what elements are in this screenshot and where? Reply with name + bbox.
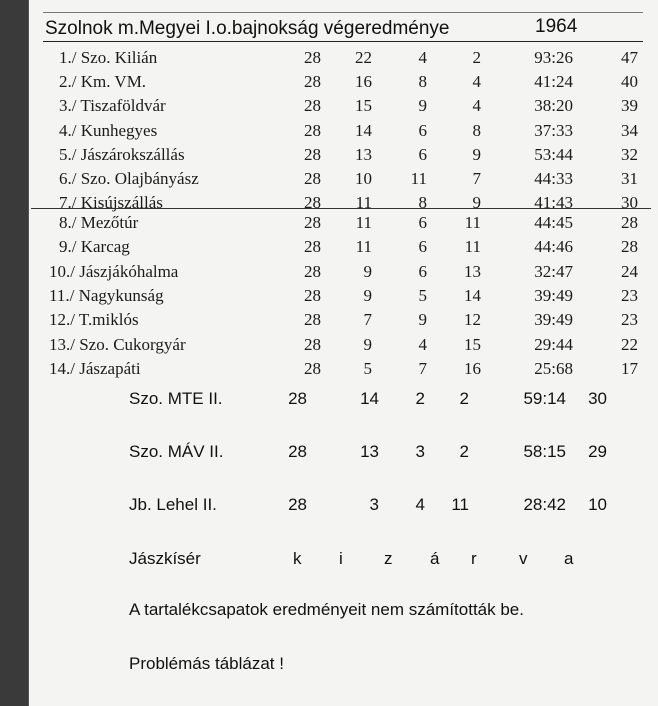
table-row — [29, 95, 658, 117]
page-title: Szolnok m.Megyei I.o.bajnokság végeredménye — [45, 18, 450, 39]
team-name: 3./ Tiszaföldvár — [59, 96, 166, 116]
cell-pts: 29 — [588, 442, 607, 461]
reserve-team-name: Jb. Lehel II. — [129, 495, 217, 514]
excluded-letter: v — [519, 549, 528, 568]
cell-pts: 28 — [621, 213, 638, 232]
cell-w: 13 — [355, 144, 372, 164]
cell-p: 28 — [288, 442, 307, 461]
team-name: 8./ Mezőtúr — [59, 213, 139, 232]
cell-goals: 38:20 — [534, 96, 573, 116]
cell-l: 2 — [472, 48, 481, 67]
cell-goals: 59:14 — [523, 389, 566, 408]
table-row — [29, 212, 658, 234]
cell-goals: 41:24 — [534, 72, 573, 92]
cell-pts: 40 — [621, 72, 638, 92]
cell-l: 11 — [451, 495, 469, 514]
table-row — [29, 47, 658, 69]
cell-pts: 28 — [621, 237, 638, 257]
excluded-letter: z — [384, 549, 393, 568]
cell-pts: 23 — [621, 310, 638, 330]
team-name: 10./ Jászjákóhalma — [49, 261, 179, 281]
cell-p: 28 — [304, 144, 321, 164]
cell-pts: 31 — [621, 169, 638, 188]
excluded-letter: a — [564, 549, 574, 568]
cell-w: 11 — [355, 237, 372, 257]
cell-pts: 34 — [621, 120, 638, 140]
cell-w: 22 — [355, 48, 372, 67]
cell-pts: 47 — [621, 48, 638, 67]
cell-d: 8 — [418, 72, 427, 92]
cell-p: 28 — [304, 120, 321, 140]
cell-l: 4 — [472, 96, 481, 116]
table-row — [29, 236, 658, 258]
cell-l: 2 — [459, 442, 469, 461]
cell-w: 11 — [355, 213, 372, 232]
cell-d: 6 — [418, 237, 427, 257]
excluded-letter: á — [430, 549, 440, 568]
cell-p: 28 — [288, 389, 307, 408]
cell-pts: 30 — [588, 389, 607, 408]
cell-goals: 29:44 — [534, 334, 573, 354]
cell-p: 28 — [304, 48, 321, 67]
team-name: 14./ Jászapáti — [49, 358, 141, 378]
cell-p: 28 — [304, 169, 321, 188]
cell-l: 12 — [464, 310, 481, 330]
cell-l: 2 — [459, 389, 469, 408]
cell-d: 9 — [418, 96, 427, 116]
cell-goals: 58:15 — [523, 442, 566, 461]
cell-pts: 22 — [621, 334, 638, 354]
cell-w: 11 — [355, 193, 372, 213]
cell-d: 7 — [418, 358, 427, 378]
cell-w: 14 — [360, 389, 379, 408]
table-row — [29, 71, 658, 93]
cell-d: 5 — [418, 285, 427, 305]
cell-d: 2 — [415, 389, 425, 408]
cell-d: 6 — [418, 213, 427, 232]
excluded-letter: r — [471, 549, 477, 568]
cell-goals: 25:68 — [534, 358, 573, 378]
cell-goals: 39:49 — [534, 310, 573, 330]
cell-pts: 30 — [621, 193, 638, 213]
team-name: 2./ Km. VM. — [59, 72, 147, 92]
cell-goals: 41:43 — [534, 193, 573, 213]
cell-l: 8 — [472, 120, 481, 140]
reserve-row — [29, 492, 658, 518]
season-year: 1964 — [535, 16, 578, 37]
cell-w: 15 — [355, 96, 372, 116]
cell-pts: 39 — [621, 96, 638, 116]
cell-goals: 93:26 — [534, 48, 573, 67]
cell-l: 11 — [464, 237, 481, 257]
table-row — [29, 309, 658, 331]
team-name: 9./ Karcag — [59, 237, 130, 257]
cell-l: 15 — [464, 334, 481, 354]
table-row — [29, 192, 658, 214]
cell-goals: 28:42 — [523, 495, 566, 514]
team-name: 5./ Jászárokszállás — [59, 144, 185, 164]
cell-l: 13 — [464, 261, 481, 281]
cell-l: 4 — [472, 72, 481, 92]
table-row — [29, 261, 658, 283]
cell-d: 3 — [415, 442, 425, 461]
cell-w: 10 — [355, 169, 372, 188]
cell-w: 3 — [369, 495, 379, 514]
team-name: 6./ Szo. Olajbányász — [59, 169, 199, 188]
reserve-team-name: Szo. MÁV II. — [129, 442, 224, 461]
cell-w: 9 — [363, 334, 372, 354]
cell-p: 28 — [304, 334, 321, 354]
table-row — [29, 168, 658, 190]
cell-goals: 53:44 — [534, 144, 573, 164]
reserve-team-name: Szo. MTE II. — [129, 389, 223, 408]
cell-d: 4 — [415, 495, 425, 514]
team-name: 1./ Szo. Kilián — [59, 48, 158, 67]
cell-goals: 37:33 — [534, 120, 573, 140]
cell-p: 28 — [304, 237, 321, 257]
cell-goals: 39:49 — [534, 285, 573, 305]
table-row — [29, 144, 658, 166]
cell-w: 7 — [363, 310, 372, 330]
team-name: 4./ Kunhegyes — [59, 120, 158, 140]
cell-p: 28 — [304, 96, 321, 116]
cell-d: 11 — [410, 169, 427, 188]
cell-l: 9 — [472, 193, 481, 213]
table-title-bar — [43, 12, 643, 42]
table-row — [29, 120, 658, 142]
table-row — [29, 358, 658, 380]
cell-d: 8 — [418, 193, 427, 213]
cell-p: 28 — [304, 285, 321, 305]
team-name: 12./ T.miklós — [49, 310, 139, 330]
cell-goals: 32:47 — [534, 261, 573, 281]
cell-pts: 24 — [621, 261, 638, 281]
cell-l: 11 — [464, 213, 481, 232]
cell-w: 5 — [363, 358, 372, 378]
team-name: 13./ Szo. Cukorgyár — [49, 334, 186, 354]
table-divider — [31, 208, 651, 209]
cell-pts: 23 — [621, 285, 638, 305]
cell-d: 4 — [418, 334, 427, 354]
cell-pts: 10 — [588, 495, 607, 514]
cell-w: 16 — [355, 72, 372, 92]
cell-l: 9 — [472, 144, 481, 164]
cell-d: 9 — [418, 310, 427, 330]
cell-w: 14 — [355, 120, 372, 140]
cell-d: 4 — [418, 48, 427, 67]
cell-w: 13 — [360, 442, 379, 461]
cell-w: 9 — [363, 285, 372, 305]
reserve-row — [29, 439, 658, 465]
cell-pts: 17 — [621, 358, 638, 378]
cell-goals: 44:46 — [534, 237, 573, 257]
cell-p: 28 — [304, 261, 321, 281]
cell-p: 28 — [304, 72, 321, 92]
document-sheet — [28, 0, 658, 706]
cell-p: 28 — [304, 310, 321, 330]
cell-d: 6 — [418, 144, 427, 164]
cell-p: 28 — [304, 358, 321, 378]
table-row — [29, 334, 658, 356]
cell-w: 9 — [363, 261, 372, 281]
cell-l: 16 — [464, 358, 481, 378]
cell-l: 14 — [464, 285, 481, 305]
cell-goals: 44:45 — [534, 213, 573, 232]
cell-l: 7 — [472, 169, 481, 188]
team-name: 11./ Nagykunság — [49, 285, 164, 305]
excluded-letter: k — [293, 549, 302, 568]
excluded-team-name: Jászkísér — [129, 549, 201, 568]
team-name: 7./ Kisújszállás — [59, 193, 163, 213]
problem-note: Problémás táblázat ! — [129, 654, 284, 673]
cell-d: 6 — [418, 120, 427, 140]
cell-p: 28 — [304, 213, 321, 232]
cell-pts: 32 — [621, 144, 638, 164]
cell-d: 6 — [418, 261, 427, 281]
cell-p: 28 — [288, 495, 307, 514]
reserve-row — [29, 386, 658, 412]
excluded-letter: i — [339, 549, 343, 568]
cell-p: 28 — [304, 193, 321, 213]
reserve-note: A tartalékcsapatok eredményeit nem számították be. — [129, 600, 524, 619]
table-row — [29, 285, 658, 307]
cell-goals: 44:33 — [534, 169, 573, 188]
